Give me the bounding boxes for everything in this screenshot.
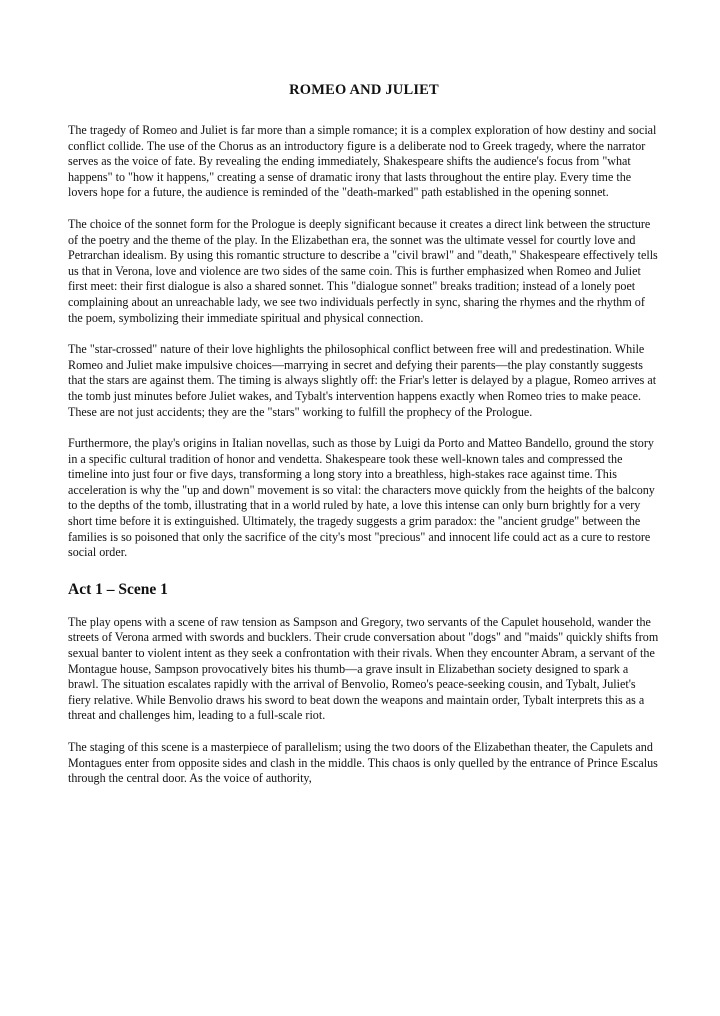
intro-paragraph-1: The tragedy of Romeo and Juliet is far more than a simple romance; it is a complex exploration of how destiny and social conflict collide. The use of the Chorus as an introductory figure is a deliberate nod to Greek tragedy, where the narrator serves as the voice of fate. By revealing the ending immediately, Shakespeare shifts the audience's focus from "what happens" to "how it happens," creating a sense of dramatic irony that lasts throughout the entire play. Every time the lovers hope for a future, the audience is reminded of the "death-marked" path established in the opening sonnet. bbox=[68, 123, 657, 200]
section-heading: Act 1 – Scene 1 bbox=[68, 580, 168, 598]
section-paragraph-1: The play opens with a scene of raw tension as Sampson and Gregory, two servants of the Capulet household, wander the streets of Verona armed with swords and bucklers. Their crude conversation about "dogs" and "maids" quickly shifts from sexual banter to violent intent as they seek a confrontation with their rivals. When they encounter Abram, a servant of the Montague house, Sampson provocatively bites his thumb—a grave insult in Elizabethan society designed to spark a brawl. The situation escalates rapidly with the arrival of Benvolio, Romeo's peace-seeking cousin, and Tybalt, Juliet's fiery relative. While Benvolio draws his sword to beat down the weapons and maintain order, Tybalt interprets this as a threat and challenges him, leading to a full-scale riot. bbox=[68, 614, 659, 723]
intro-paragraph-4: Furthermore, the play's origins in Italian novellas, such as those by Luigi da Porto and Matteo Bandello, ground the story in a specific cultural tradition of honor and vendetta. Shakespeare took these well-known tales and compressed the timeline into just four or five days, transforming a long story into a breathless, high-stakes race against time. This acceleration is why the "up and down" movement is so vital: the characters move quickly from the heights of the balcony to the depths of the tomb, illustrating that in a world ruled by hate, a love this intense can only burn brightly for a very short time before it is extinguished. Ultimately, the tragedy suggests a grim paradox: the "ancient grudge" between the families is so poisoned that only the sacrifice of the city's most "precious" and innocent life could act as a cure to restore social order. bbox=[68, 436, 655, 560]
section-paragraph-2: The staging of this scene is a masterpiece of parallelism; using the two doors of the Elizabethan theater, the Capulets and Montagues enter from opposite sides and clash in the middle. This chaos is only quelled by the entrance of Prince Escalus through the central door. As the voice of authority, bbox=[68, 740, 658, 786]
intro-paragraph-3: The "star-crossed" nature of their love highlights the philosophical conflict between free will and predestination. While Romeo and Juliet make impulsive choices—marrying in secret and defying their parents—the play constantly suggests that the stars are against them. The timing is always slightly off: the Friar's letter is delayed by a plague, Romeo arrives at the tomb just minutes before Juliet wakes, and Tybalt's intervention happens exactly when Romeo tries to make peace. These are not just accidents; they are the "stars" working to fulfill the prophecy of the Prologue. bbox=[68, 342, 657, 419]
document-body bbox=[68, 82, 660, 803]
intro-paragraph-2: The choice of the sonnet form for the Prologue is deeply significant because it creates a direct link between the structure of the poetry and the theme of the play. In the Elizabethan era, the sonnet was the ultimate vessel for courtly love and Petrarchan idealism. By using this romantic structure to describe a "civil brawl" and "death," Shakespeare effectively tells us that in Verona, love and violence are two sides of the same coin. This is further emphasized when Romeo and Juliet first meet: their first dialogue is also a shared sonnet. This "dialogue sonnet" breaks tradition; instead of a lonely poet complaining about an unreachable lady, we see two individuals perfectly in sync, sharing the rhymes and the rhythm of the poem, symbolizing their immediate spiritual and physical connection. bbox=[68, 216, 658, 325]
document-title: ROMEO AND JULIET bbox=[289, 82, 439, 98]
